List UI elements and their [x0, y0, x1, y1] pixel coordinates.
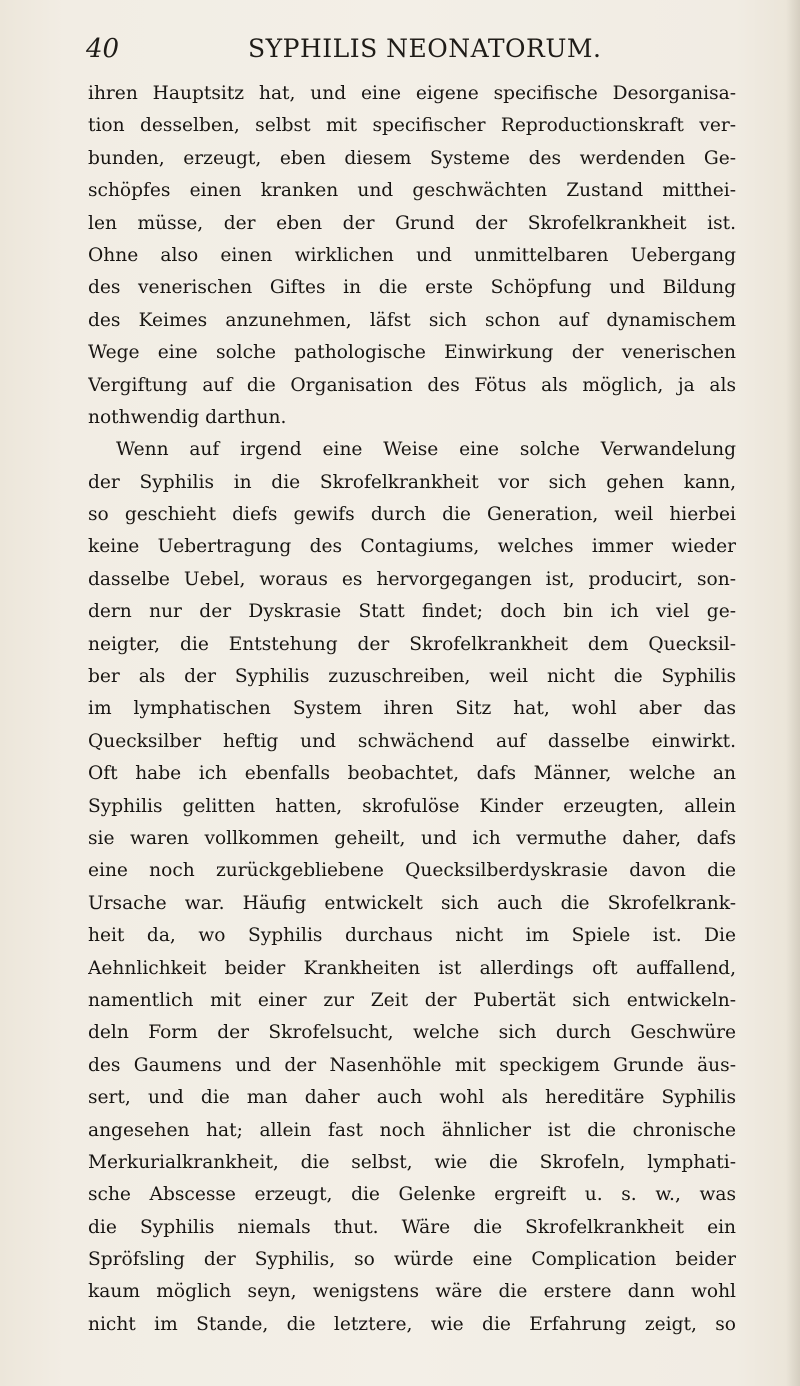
text-line: Oft habe ich ebenfalls beobachtet, dafs Männer, welche an: [88, 763, 736, 785]
text-line: Merkurialkrankheit, die selbst, wie die Skrofeln, lymphati-: [88, 1151, 736, 1173]
page-header: [78, 26, 728, 72]
text-line: kaum möglich seyn, wenigstens wäre die erstere dann wohl: [88, 1281, 736, 1303]
text-line: angesehen hat; allein fast noch ähnlicher ist die chronische: [88, 1119, 736, 1141]
text-line: Syphilis gelitten hatten, skrofulöse Kinder erzeugten, allein: [88, 795, 736, 817]
text-line: die Syphilis niemals thut. Wäre die Skrofelkrankheit ein: [88, 1216, 736, 1238]
text-line: so geschieht diefs gewifs durch die Generation, weil hierbei: [88, 504, 736, 526]
page-number: 40: [86, 34, 120, 64]
text-line: dasselbe Uebel, woraus es hervorgegangen ist, producirt, son-: [88, 568, 736, 590]
text-line: ihren Hauptsitz hat, und eine eigene specifische Desorganisa-: [88, 83, 736, 104]
text-line: Ohne also einen wirklichen und unmittelbaren Uebergang: [88, 244, 736, 266]
text-line: des Gaumens und der Nasenhöhle mit speckigem Grunde äus-: [88, 1054, 736, 1076]
text-line: Quecksilber heftig und schwächend auf dasselbe einwirkt.: [88, 730, 736, 752]
text-line: sche Abscesse erzeugt, die Gelenke ergreift u. s. w., was: [88, 1184, 736, 1206]
text-line: schöpfes einen kranken und geschwächten Zustand mitthei-: [88, 180, 736, 202]
text-line: ber als der Syphilis zuzuschreiben, weil nicht die Syphilis: [88, 666, 736, 688]
text-line: im lymphatischen System ihren Sitz hat, wohl aber das: [88, 698, 736, 720]
page-edge-shadow: [786, 0, 800, 1386]
text-line: sert, und die man daher auch wohl als hereditäre Syphilis: [88, 1087, 736, 1109]
text-line: deln Form der Skrofelsucht, welche sich durch Geschwüre: [88, 1022, 736, 1044]
text-line: des Keimes anzunehmen, läfst sich schon auf dynamischem: [88, 309, 736, 331]
text-line: dern nur der Dyskrasie Statt findet; doch bin ich viel ge-: [88, 601, 736, 623]
text-line: namentlich mit einer zur Zeit der Pubertät sich entwickeln-: [88, 989, 736, 1011]
text-line: Wenn auf irgend eine Weise eine solche Verwandelung: [116, 439, 736, 461]
text-line: eine noch zurückgebliebene Quecksilberdyskrasie davon die: [88, 860, 736, 882]
text-line: sie waren vollkommen geheilt, und ich vermuthe daher, dafs: [88, 827, 736, 849]
text-line: bunden, erzeugt, eben diesem Systeme des werdenden Ge-: [88, 147, 736, 169]
text-line: keine Uebertragung des Contagiums, welches immer wieder: [88, 536, 736, 558]
text-line: Ursache war. Häufig entwickelt sich auch die Skrofelkrank-: [88, 892, 736, 914]
text-line: Vergiftung auf die Organisation des Fötus als möglich, ja als: [88, 374, 736, 396]
text-line: len müsse, der eben der Grund der Skrofelkrankheit ist.: [88, 212, 736, 234]
text-line: des venerischen Giftes in die erste Schöpfung und Bildung: [88, 277, 736, 299]
text-line: Spröfsling der Syphilis, so würde eine Complication beider: [88, 1249, 736, 1271]
text-line: der Syphilis in die Skrofelkrankheit vor sich gehen kann,: [88, 471, 736, 493]
text-line: tion desselben, selbst mit specifischer Reproductionskraft ver-: [88, 115, 736, 137]
text-line: nothwendig darthun.: [88, 406, 287, 428]
text-line: heit da, wo Syphilis durchaus nicht im Spiele ist. Die: [88, 925, 736, 947]
text-line: neigter, die Entstehung der Skrofelkrankheit dem Quecksil-: [88, 633, 736, 655]
text-line: Wege eine solche pathologische Einwirkung der venerischen: [88, 342, 736, 364]
body-text: [88, 78, 736, 1341]
text-line: nicht im Stande, die letztere, wie die Erfahrung zeigt, so: [88, 1313, 736, 1335]
text-line: Aehnlichkeit beider Krankheiten ist allerdings oft auffallend,: [88, 957, 736, 979]
running-head: SYPHILIS NEONATORUM.: [248, 34, 602, 63]
